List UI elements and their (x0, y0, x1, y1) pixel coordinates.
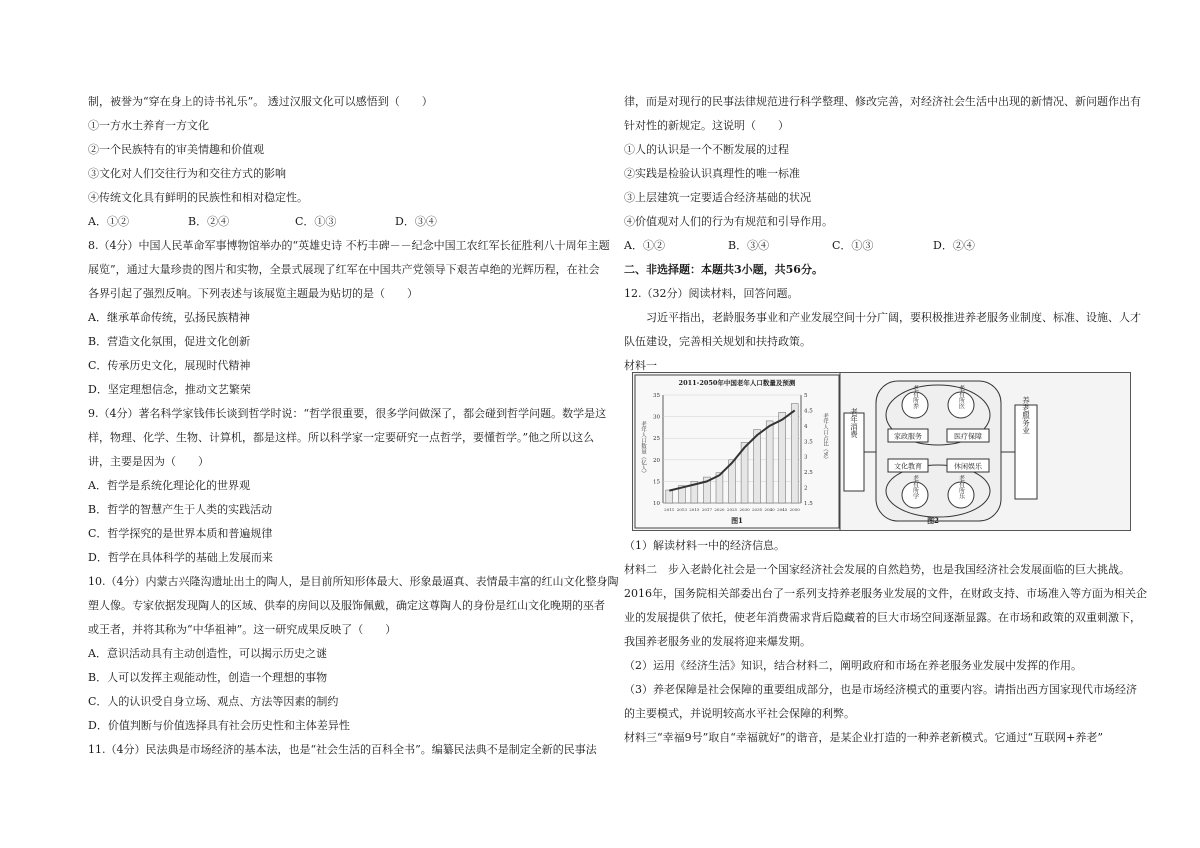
y2-tick-label: 3 (804, 454, 808, 461)
q8-option-b[interactable]: B．营造文化氛围，促进文化创新 (88, 335, 251, 348)
q8-stem-3: 各界引起了强烈反响。下列表述与该展览主题最为贴切的是（ ） (88, 287, 418, 300)
bar (791, 404, 798, 503)
x-tick-label: 2015 (689, 507, 700, 512)
q12-heading: 12.（32分）阅读材料，回答问题。 (624, 287, 799, 300)
y2-tick-label: 4.5 (804, 408, 813, 415)
y2-tick-label: 1.5 (804, 501, 813, 507)
y-tick-label: 25 (653, 436, 660, 443)
svg-text:老有所医: 老有所医 (957, 385, 965, 409)
q10-option-b[interactable]: B．人可以发挥主观能动性，创造一个理想的事物 (88, 671, 328, 684)
q9-option-a[interactable]: A．哲学是系统化理论化的世界观 (88, 479, 250, 492)
q10-stem-3: 或王者，并将其称为“中华祖神”。这一研究成果反映了（ ） (88, 623, 397, 636)
x-tick-label: 2020 (714, 507, 725, 512)
q7-option-c[interactable]: C．①③ (295, 215, 337, 228)
q7-options (88, 215, 437, 229)
q9-option-c[interactable]: C．哲学探究的是世界本质和普遍规律 (88, 527, 273, 540)
q7-option-a[interactable]: A．①② (88, 215, 129, 228)
q9-stem-2: 样，物理、化学、生物、计算机，都是这样。所以科学家一定要研究一点哲学，要懂哲学。”他之所以这么 (88, 431, 595, 444)
svg-text:老有所养: 老有所养 (911, 385, 919, 409)
x-tick-label: 2017 (701, 507, 713, 512)
right-axis-label: 老年人口占比（%） (822, 413, 828, 463)
y2-tick-label: 5 (804, 393, 808, 399)
q11-option-a[interactable]: A．①② (624, 239, 665, 252)
q11-options (624, 239, 975, 253)
q9-option-b[interactable]: B．哲学的智慧产生于人类的实践活动 (88, 503, 273, 516)
x-tick-label: 2035 (751, 507, 763, 512)
q7-item-4: ④传统文化具有鲜明的民族性和相对稳定性。 (88, 191, 308, 204)
q8-stem-1: 8.（4分）中国人民革命军事博物馆举办的“英雄史诗 不朽丰碑－－纪念中国工农红军长征胜利八十周年主题 (88, 239, 610, 252)
y-tick-label: 30 (653, 414, 660, 421)
bar (766, 421, 773, 503)
q7-item-1: ①一方水土养育一方文化 (88, 119, 209, 132)
service-leisure (947, 459, 989, 472)
q10-stem-1: 10.（4分）内蒙古兴隆沟遗址出土的陶人，是目前所知形体最大、形象最逼真、表情最丰富的红山文化整身陶 (88, 575, 619, 588)
q11-stem-2: 律，而是对现行的民事法律规范进行科学整理、修改完善，对经济社会生活中出现的新情况、新问题作出有 (624, 95, 1141, 108)
svg-text:老有所乐: 老有所乐 (957, 475, 965, 499)
q12-part-3-line-2: 的主要模式，并说明较高水平社会保障的利弊。 (624, 707, 855, 720)
q10-stem-2: 塑人像。专家依据发现陶人的区域、供奉的房间以及服饰佩戴，确定这尊陶人的身份是红山文化晚期的巫者 (88, 599, 605, 612)
x-tick-label: 2025 (726, 507, 738, 512)
q7-stem-tail: 制，被誉为“穿在身上的诗书礼乐”。 透过汉服文化可以感悟到（ ） (88, 95, 433, 108)
y2-tick-label: 2 (804, 485, 808, 492)
q7-option-d[interactable]: D．③④ (395, 215, 437, 228)
service-housekeeping (888, 429, 928, 442)
material-2-line-3: 业的发展提供了依托，使老年消费需求背后隐藏着的巨大市场空间逐渐显露。在市场和政策的双重刺激下， (624, 611, 1141, 624)
consumer-label: 老年消费 (849, 408, 859, 438)
svg-text:休闲娱乐: 休闲娱乐 (954, 462, 982, 471)
q8-stem-2: 展览”，通过大量珍贵的图片和实物，全景式展现了红军在中国共产党领导下艰苦卓绝的光辉历程，在社会 (88, 263, 600, 276)
y-tick-label: 15 (653, 479, 660, 486)
q11-item-3: ③上层建筑一定要适合经济基础的状况 (624, 191, 811, 204)
svg-text:家政服务: 家政服务 (894, 432, 922, 441)
q11-option-c[interactable]: C．①③ (832, 239, 874, 252)
q7-option-b[interactable]: B．②④ (188, 215, 230, 228)
q12-intro-1: 习近平指出，老龄服务事业和产业发展空间十分广阔，要积极推进养老服务业制度、标准、设施、人才 (646, 311, 1141, 324)
q8-option-d[interactable]: D．坚定理想信念，推动文艺繁荣 (88, 383, 251, 396)
q9-stem-1: 9.（4分）著名科学家钱伟长谈到哲学时说：“哲学很重要，很多学问做深了，都会碰到哲学问题。数学是这 (88, 407, 607, 420)
y2-tick-label: 3.5 (804, 439, 813, 446)
material-1-label: 材料一 (624, 359, 657, 372)
y-tick-label: 10 (653, 501, 660, 507)
q8-option-a[interactable]: A．继承革命传统，弘扬民族精神 (88, 311, 250, 324)
svg-text:老有所学: 老有所学 (911, 475, 919, 499)
q9-option-d[interactable]: D．哲学在具体科学的基础上发展而来 (88, 551, 273, 564)
q11-item-4: ④价值观对人们的行为有规范和引导作用。 (624, 215, 833, 228)
section-2-heading: 二、非选择题：本题共3小题，共56分。 (624, 263, 823, 276)
x-tick-label: 2045 (777, 507, 788, 512)
y2-tick-label: 4 (804, 423, 808, 430)
bar (754, 430, 761, 503)
q11-stem-3: 针对性的新规定。这说明（ ） (624, 119, 789, 132)
svg-text:文化教育: 文化教育 (894, 462, 922, 471)
fig1-caption: 图1 (731, 516, 743, 525)
chart-title: 2011-2050年中国老年人口数量及预测 (678, 379, 796, 387)
q10-option-c[interactable]: C．人的认识受自身立场、观点、方法等因素的制约 (88, 695, 339, 708)
q12-part-3-line-1: （3）养老保障是社会保障的重要组成部分，也是市场经济模式的重要内容。请指出西方国家现代市场经济 (624, 683, 1137, 696)
q9-stem-3: 讲，主要是因为（ ） (88, 455, 209, 468)
q11-option-d[interactable]: D．②④ (933, 239, 975, 252)
figure-svg (633, 373, 1130, 530)
svg-text:医疗保障: 医疗保障 (954, 432, 982, 441)
q11-option-b[interactable]: B．③④ (728, 239, 770, 252)
x-tick-label: 2011 (664, 507, 675, 512)
bar (666, 490, 673, 503)
material-3-line-1: 材料三“幸福9号”取自“幸福就好”的谐音，是某企业打造的一种养老新模式。它通过“互联网+养老” (624, 731, 1103, 744)
q10-option-a[interactable]: A．意识活动具有主动创造性，可以揭示历史之谜 (88, 647, 327, 660)
service-education (888, 459, 928, 472)
fig2-caption: 图2 (927, 516, 939, 525)
y-tick-label: 35 (653, 393, 660, 399)
material-1-figure (632, 372, 1131, 531)
q7-item-2: ②一个民族特有的审美情趣和价值观 (88, 143, 264, 156)
q11-item-1: ①人的认识是一个不断发展的过程 (624, 143, 789, 156)
bar (779, 412, 786, 503)
q11-stem-1: 11.（4分）民法典是市场经济的基本法，也是“社会生活的百科全书”。编纂民法典不是制定全新的民事法 (88, 743, 597, 756)
x-tick-label: 2013 (676, 507, 687, 512)
q12-intro-2: 队伍建设，完善相关规划和扶持政策。 (624, 335, 811, 348)
x-tick-label: 2030 (739, 507, 750, 512)
q10-option-d[interactable]: D．价值判断与价值选择具有社会历史性和主体差异性 (88, 719, 350, 732)
left-axis-label: 老年人口数量（亿人） (640, 421, 646, 476)
y2-tick-label: 2.5 (804, 470, 813, 477)
q12-part-2: （2）运用《经济生活》知识，结合材料二，阐明政府和市场在养老服务业发展中发挥的作用。 (624, 659, 1082, 672)
q7-item-3: ③文化对人们交往行为和交往方式的影响 (88, 167, 286, 180)
y-tick-label: 20 (653, 457, 660, 464)
service-medical (947, 429, 989, 442)
q11-item-2: ②实践是检验认识真理性的唯一标准 (624, 167, 800, 180)
services-frame (876, 381, 1001, 521)
q12-part-1: （1）解读材料一中的经济信息。 (624, 539, 785, 552)
x-tick-label: 2040 (764, 507, 775, 512)
material-2-line-1: 材料二 步入老龄化社会是一个国家经济社会发展的自然趋势，也是我国经济社会发展面临的巨大挑战。 (624, 563, 1130, 576)
x-tick-label: 2050 (789, 507, 800, 512)
industry-label: 养老服务业 (1021, 396, 1031, 434)
material-2-line-4: 我国养老服务业的发展将迎来爆发期。 (624, 635, 811, 648)
material-2-line-2: 2016年，国务院相关部委出台了一系列支持养老服务业发展的文件，在财政支持、市场准入等方面为相关企 (624, 587, 1147, 600)
q8-option-c[interactable]: C．传承历史文化，展现时代精神 (88, 359, 251, 372)
